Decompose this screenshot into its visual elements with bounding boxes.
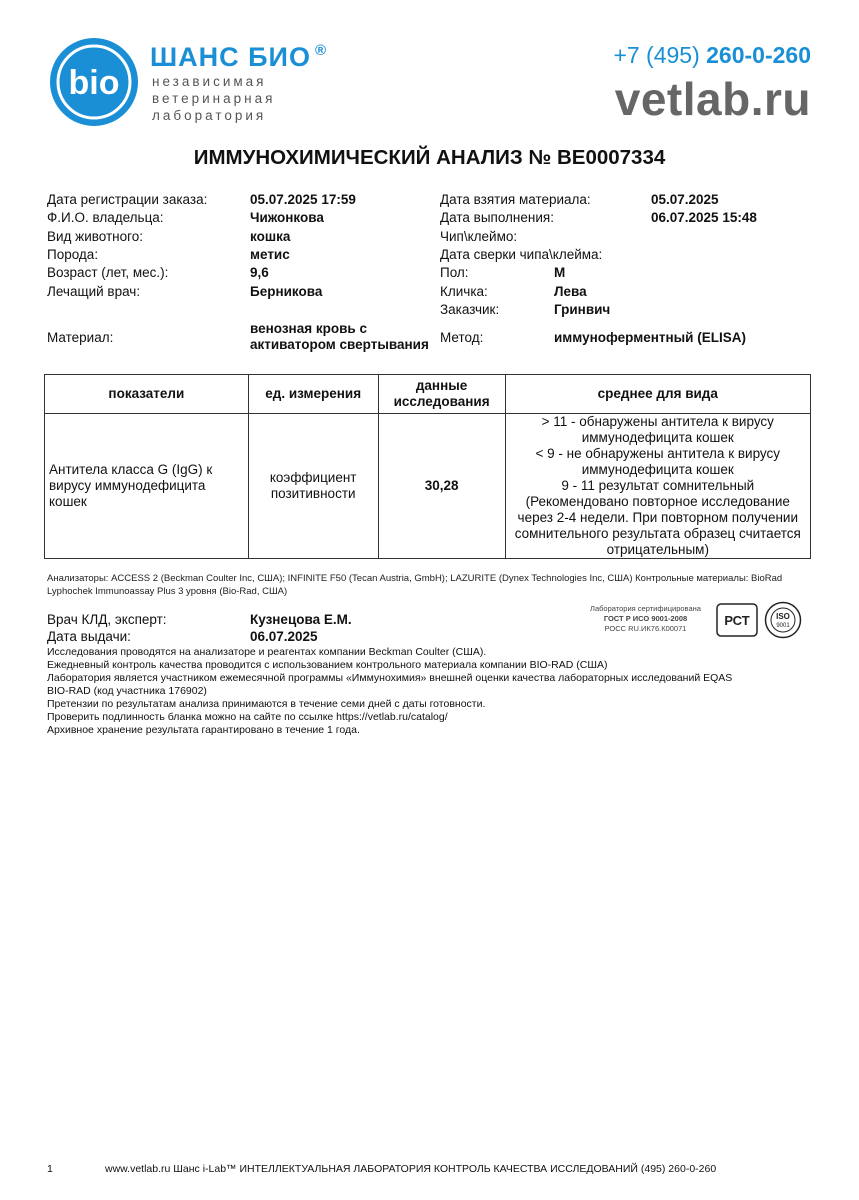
website: vetlab.ru bbox=[614, 73, 811, 125]
svg-text:ISO: ISO bbox=[776, 612, 790, 621]
issue-date-label: Дата выдачи: bbox=[47, 629, 131, 644]
info-right-value: М bbox=[554, 265, 566, 280]
table-row bbox=[45, 414, 811, 559]
indicator-cell: Антитела класса G (IgG) к вирусу иммунодефицита кошек bbox=[45, 414, 249, 559]
info-left-label: Ф.И.О. владельца: bbox=[47, 210, 164, 225]
column-header: показатели bbox=[45, 375, 249, 414]
info-right-label: Дата взятия материала: bbox=[440, 192, 591, 207]
info-right-label: Дата выполнения: bbox=[440, 210, 554, 225]
phone-number: +7 (495) 260-0-260 bbox=[613, 42, 811, 68]
brand-tagline-3: лаборатория bbox=[152, 108, 267, 123]
info-right-value: 06.07.2025 15:48 bbox=[651, 210, 757, 225]
expert-label: Врач КЛД, эксперт: bbox=[47, 612, 167, 627]
info-left-value: Чижонкова bbox=[250, 210, 324, 225]
table-header-row bbox=[45, 375, 811, 414]
material-label: Материал: bbox=[47, 330, 114, 345]
info-left-value: метис bbox=[250, 247, 290, 262]
column-header: среднее для вида bbox=[505, 375, 810, 414]
svg-text:9001: 9001 bbox=[776, 623, 790, 629]
info-right-label: Пол: bbox=[440, 265, 469, 280]
certification-text: Лаборатория сертифицирована ГОСТ Р ИСО 9001-2008 РОСС RU.ИК76.К00071 bbox=[590, 604, 701, 633]
rst-certification-icon bbox=[716, 603, 758, 637]
analyzers-note: Анализаторы: ACCESS 2 (Beckman Coulter Inc, США); INFINITE F50 (Tecan Austria, GmbH); LAZURITE (Dynex Technologies Inc, США) Контрольные материалы: BioRad Lyphochek Immunoassay Plus 3 уровня (Bio-Rad, США) bbox=[47, 573, 783, 597]
info-left-value: Берникова bbox=[250, 284, 323, 299]
notes-block: Исследования проводятся на анализаторе и реагентах компании Beckman Coulter (США). Ежедневный контроль качества проводится с использованием контрольного материала компании BIO-RAD (США) Лаборатория является участником ежемесячной программы «Иммунохимия» внешней оценки качества лабораторных исследований EQAS BIO-RAD (код участника 176902) Претензии по результатам анализа принимаются в течение семи дней с даты готовности. Проверить подлинность бланка можно на сайте по ссылке https://vetlab.ru/catalog/ Архивное хранение результата гарантировано в течение 1 года. bbox=[47, 646, 733, 736]
brand-tagline-1: независимая bbox=[152, 74, 267, 89]
info-left-label: Порода: bbox=[47, 247, 99, 262]
column-header: данные исследования bbox=[378, 375, 505, 414]
document-title: ИММУНОХИМИЧЕСКИЙ АНАЛИЗ № BE0007334 bbox=[193, 146, 666, 169]
info-left-value: 05.07.2025 17:59 bbox=[250, 192, 356, 207]
iso-certification-icon bbox=[764, 601, 802, 639]
info-left-label: Лечащий врач: bbox=[47, 284, 141, 299]
info-left-value: кошка bbox=[250, 229, 291, 244]
info-right-value: 05.07.2025 bbox=[651, 192, 719, 207]
info-right-label: Дата сверки чипа\клейма: bbox=[440, 247, 603, 262]
result-table bbox=[44, 374, 811, 559]
unit-cell: коэффициент позитивности bbox=[248, 414, 378, 559]
method-label: Метод: bbox=[440, 330, 484, 345]
column-header: ед. измерения bbox=[248, 375, 378, 414]
method-value: иммуноферментный (ELISA) bbox=[554, 330, 746, 345]
lab-logo-icon bbox=[48, 36, 140, 128]
svg-text:РСТ: РСТ bbox=[724, 613, 750, 628]
info-right-value: Гринвич bbox=[554, 302, 611, 317]
material-value: венозная кровь с активатором свертывания bbox=[250, 321, 429, 352]
brand-tagline-2: ветеринарная bbox=[152, 91, 276, 106]
page-number: 1 bbox=[47, 1163, 53, 1175]
info-left-value: 9,6 bbox=[250, 265, 269, 280]
info-right-label: Кличка: bbox=[440, 284, 488, 299]
info-left-label: Дата регистрации заказа: bbox=[47, 192, 208, 207]
result-value-cell: 30,28 bbox=[378, 414, 505, 559]
reference-cell: > 11 - обнаружены антитела к вирусу иммунодефицита кошек < 9 - не обнаружены антитела к вирусу иммунодефицита кошек 9 - 11 результат сомнительный (Рекомендовано повторное исследование через 2-4 недели. При повторном получении сомнительного результата образец считается отрицательным) bbox=[505, 414, 810, 559]
issue-date-value: 06.07.2025 bbox=[250, 629, 318, 644]
brand-name: ШАНС БИО ® bbox=[150, 42, 328, 72]
info-left-label: Возраст (лет, мес.): bbox=[47, 265, 169, 280]
footer-text: www.vetlab.ru Шанс i-Lab™ ИНТЕЛЛЕКТУАЛЬНАЯ ЛАБОРАТОРИЯ КОНТРОЛЬ КАЧЕСТВА ИССЛЕДОВАНИЙ (495) 260-0-260 bbox=[105, 1163, 717, 1175]
info-right-label: Чип\клеймо: bbox=[440, 229, 518, 244]
info-right-value: Лева bbox=[554, 284, 587, 299]
expert-value: Кузнецова Е.М. bbox=[250, 612, 352, 627]
info-right-label: Заказчик: bbox=[440, 302, 500, 317]
info-left-label: Вид животного: bbox=[47, 229, 144, 244]
logo-text: bio bbox=[68, 64, 120, 102]
